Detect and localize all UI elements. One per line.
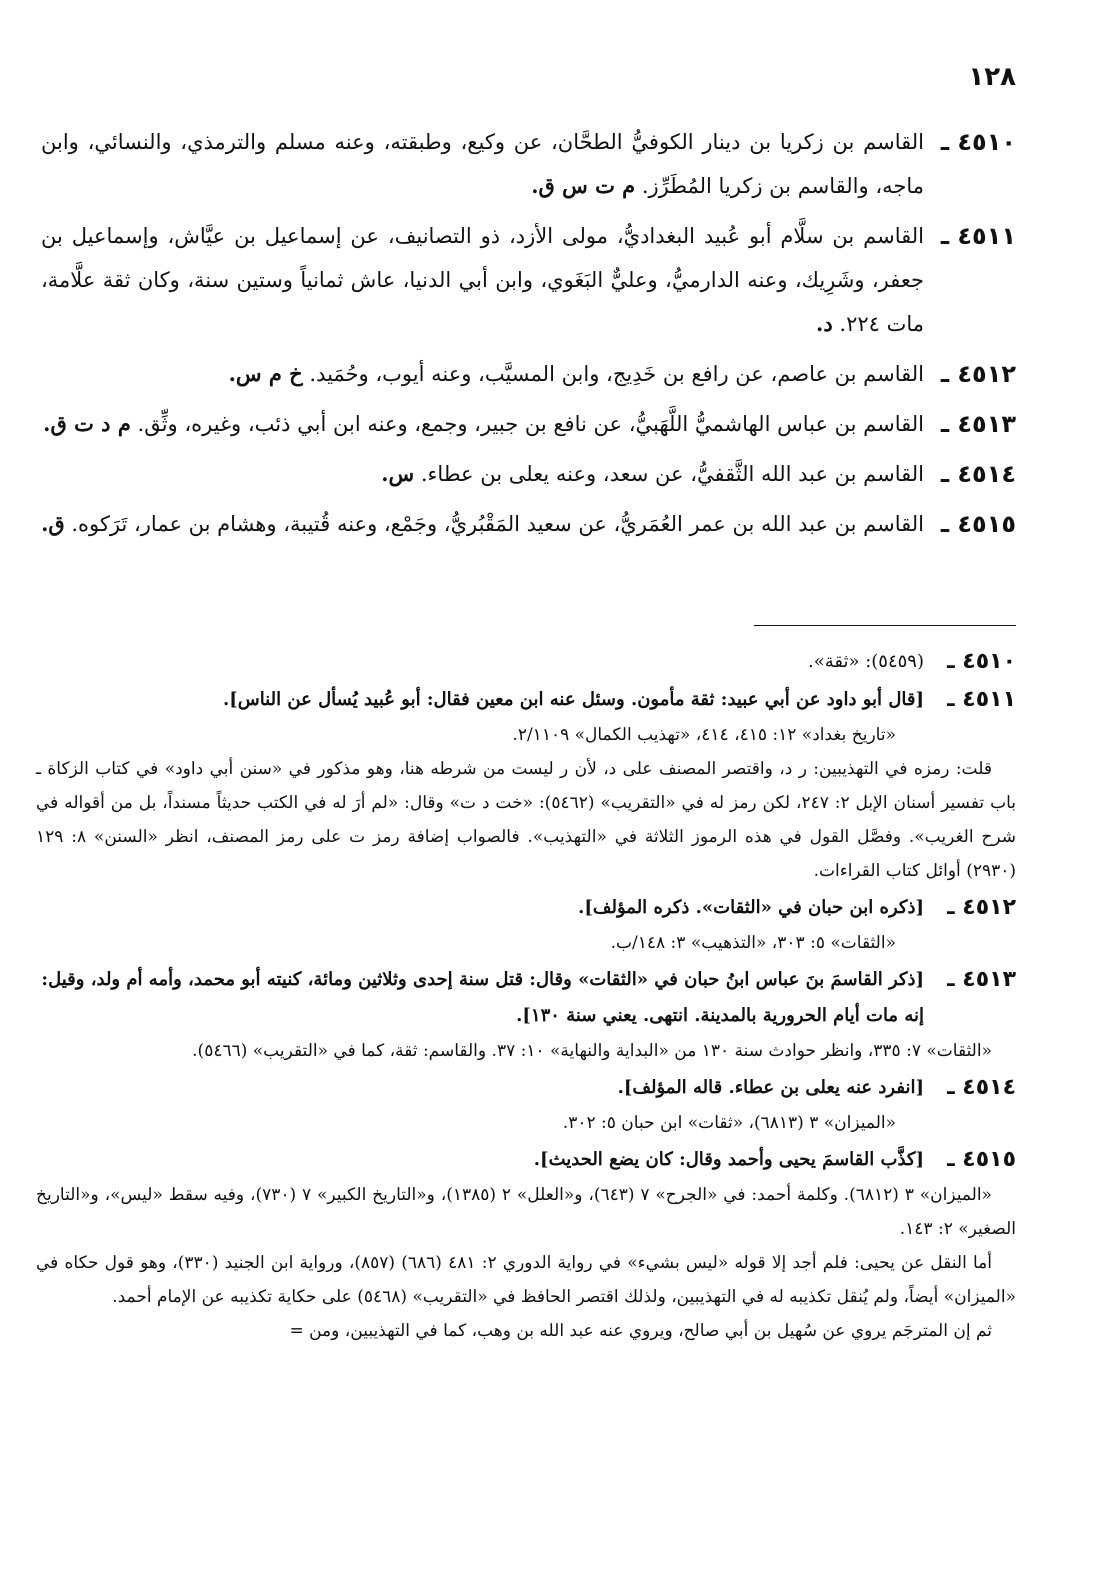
entry-4513 bbox=[41, 402, 1016, 446]
entry-text bbox=[41, 214, 924, 346]
page-number: ١٢٨ bbox=[968, 62, 1016, 92]
entry-codes: م د ت ق. bbox=[43, 411, 131, 436]
note-number: ٤٥١٥ ـ bbox=[947, 1147, 1016, 1172]
note-first-line: [انفرد عنه يعلى بن عطاء. قاله المؤلف]. bbox=[617, 1077, 924, 1098]
footnotes bbox=[36, 644, 1016, 1350]
note-paragraph: «الميزان» ٣ (٦٨١٢). وكلمة أحمد: في «الجرح» ٧ (٦٤٣)، و«العلل» ٢ (١٣٨٥)، و«التاريخ الكبير» ٧ (٧٣٠)، وفيه سقط «ليس»، و«التاريخ الصغير» ٢: ١٤٣. bbox=[36, 1185, 1016, 1239]
entry-number: ٤٥١٣ ـ bbox=[940, 410, 1016, 438]
entry-codes: د. bbox=[816, 311, 833, 336]
entry-number: ٤٥١٠ ـ bbox=[940, 128, 1016, 156]
note-head bbox=[36, 644, 1016, 680]
entry-4511 bbox=[41, 214, 1016, 346]
entry-body: القاسم بن عاصم، عن رافع بن خَدِيج، وابن المسيَّب، وعنه أيوب، وحُمَيد. bbox=[309, 362, 924, 386]
entry-number: ٤٥١٤ ـ bbox=[940, 460, 1016, 488]
entry-4510 bbox=[41, 120, 1016, 208]
entry-4515 bbox=[41, 502, 1016, 546]
note-number: ٤٥١٠ ـ bbox=[947, 649, 1016, 674]
note-paragraph: قلت: رمزه في التهذيبين: ر د، واقتصر المصنف على د، لأن ر ليست من شرطه هنا، وهو مذكور في «سنن أبي داود» في كتاب الزكاة ـ باب تفسير أسنان الإبل ٢: ٢٤٧، لكن رمز له في «التقريب» (٥٤٦٢): «خت د ت» وقال: «لم أرَ له في الكتب حديثاً مسنداً، بل من أقواله في شرح الغريب». وفصَّل القول في هذه الرموز الثلاثة في «التهذيب». فالصواب إضافة رمز ت على رمز المصنف، انظر «السنن» ٨: ١٢٩ (٢٩٣٠) أوائل كتاب القراءات. bbox=[36, 759, 1016, 881]
entry-text bbox=[41, 502, 924, 546]
entry-codes: س. bbox=[381, 461, 415, 486]
note-first-line: [كذَّب القاسمَ يحيى وأحمد وقال: كان يضع الحديث]. bbox=[533, 1149, 924, 1170]
note-number: ٤٥١١ ـ bbox=[947, 687, 1016, 712]
note-source-line: «الثقات» ٥: ٣٠٣، «التذهيب» ٣: ١٤٨/ب. bbox=[610, 933, 896, 953]
note-first-line: [قال أبو داود عن أبي عبيد: ثقة مأمون. وسئل عنه ابن معين فقال: أبو عُبيد يُسأل عن الناس]. bbox=[222, 689, 924, 710]
note-paragraph: «الثقات» ٧: ٣٣٥، وانظر حوادث سنة ١٣٠ من «البداية والنهاية» ١٠: ٣٧. والقاسم: ثقة، كما في «التقريب» (٥٤٦٦). bbox=[192, 1041, 992, 1061]
footnote-separator bbox=[754, 625, 1016, 626]
entry-codes: م ت س ق. bbox=[531, 173, 636, 198]
note-head bbox=[36, 1070, 1016, 1106]
entry-text bbox=[41, 402, 924, 446]
entry-number: ٤٥١١ ـ bbox=[940, 222, 1016, 250]
note-first-line: (٥٤٥٩): «ثقة». bbox=[807, 651, 924, 672]
entry-codes: ق. bbox=[41, 511, 65, 536]
entry-body: القاسم بن عبد الله الثَّقفيُّ، عن سعد، وعنه يعلى بن عطاء. bbox=[420, 462, 924, 486]
note-source-line: «تاريخ بغداد» ١٢: ٤١٥، ٤١٤، «تهذيب الكمال» ٢/١١٠٩. bbox=[512, 725, 896, 745]
note-4510 bbox=[36, 644, 1016, 680]
main-entries bbox=[41, 120, 1016, 552]
entry-text bbox=[41, 120, 924, 208]
entry-body: القاسم بن سلَّام أبو عُبيد البغداديُّ، مولى الأزد، ذو التصانيف، عن إسماعيل بن عيَّاش، وإسماعيل بن جعفر، وشَرِيك، وعنه الدارميُّ، وعليٌّ البَغَوي، وابن أبي الدنيا، عاش ثمانياً وستين سنة، وكان ثقة علَّامة، مات ٢٢٤. bbox=[41, 224, 924, 336]
entry-number: ٤٥١٥ ـ bbox=[940, 510, 1016, 538]
note-first-line: [ذكر القاسمَ بنَ عباس ابنُ حبان في «الثقات» وقال: قتل سنة إحدى وثلاثين ومائة، كنيته أبو محمد، وأمه أم ولد، وقيل: إنه مات أيام الحرورية بالمدينة. انتهى. يعني سنة ١٣٠]. bbox=[41, 969, 924, 1026]
entry-body: القاسم بن عبد الله بن عمر العُمَريُّ، عن سعيد المَقْبُريُّ، وجَمْع، وعنه قُتيبة، وهشام بن عمار، تَرَكوه. bbox=[71, 512, 924, 536]
note-source-line: «الميزان» ٣ (٦٨١٣)، «ثقات» ابن حبان ٥: ٣٠٢. bbox=[562, 1113, 896, 1133]
note-4511 bbox=[36, 682, 1016, 888]
note-number: ٤٥١٤ ـ bbox=[947, 1075, 1016, 1100]
note-4513 bbox=[36, 962, 1016, 1068]
note-head bbox=[36, 962, 1016, 1034]
note-4514 bbox=[36, 1070, 1016, 1140]
note-paragraph: ثم إن المترجَم يروي عن سُهيل بن أبي صالح، ويروي عنه عبد الله بن وهب، كما في التهذيبين، ومن = bbox=[289, 1321, 992, 1341]
note-head bbox=[36, 890, 1016, 926]
note-4512 bbox=[36, 890, 1016, 960]
entry-body: القاسم بن زكريا بن دينار الكوفيُّ الطحَّان، عن وكيع، وطبقته، وعنه مسلم والترمذي، والنسائي، وابن ماجه، والقاسم بن زكريا المُطَرِّز. bbox=[41, 130, 924, 198]
note-number: ٤٥١٣ ـ bbox=[947, 967, 1016, 992]
note-paragraph: أما النقل عن يحيى: فلم أجد إلا قوله «ليس بشيء» في رواية الدوري ٢: ٤٨١ (٦٨٦) (٨٥٧)، ورواية ابن الجنيد (٣٣٠)، وهو قول حكاه في «الميزان» أيضاً، ولم يُنقل تكذيبه له في التهذيبين، ولذلك اقتصر الحافظ في «التقريب» (٥٤٦٨) على حكاية تكذيبه عن الإمام أحمد. bbox=[36, 1253, 1016, 1307]
note-first-line: [ذكره ابن حبان في «الثقات». ذكره المؤلف]. bbox=[578, 897, 924, 918]
entry-text bbox=[41, 452, 924, 496]
entry-body: القاسم بن عباس الهاشميُّ اللَّهَبيُّ، عن نافع بن جبير، وجمع، وعنه ابن أبي ذئب، وغيره، وثِّق. bbox=[137, 412, 924, 436]
entry-codes: خ م س. bbox=[228, 361, 303, 386]
entry-4512 bbox=[41, 352, 1016, 396]
note-head bbox=[36, 1142, 1016, 1178]
note-number: ٤٥١٢ ـ bbox=[947, 895, 1016, 920]
entry-number: ٤٥١٢ ـ bbox=[940, 360, 1016, 388]
entry-4514 bbox=[41, 452, 1016, 496]
entry-text bbox=[41, 352, 924, 396]
note-head bbox=[36, 682, 1016, 718]
note-4515 bbox=[36, 1142, 1016, 1348]
